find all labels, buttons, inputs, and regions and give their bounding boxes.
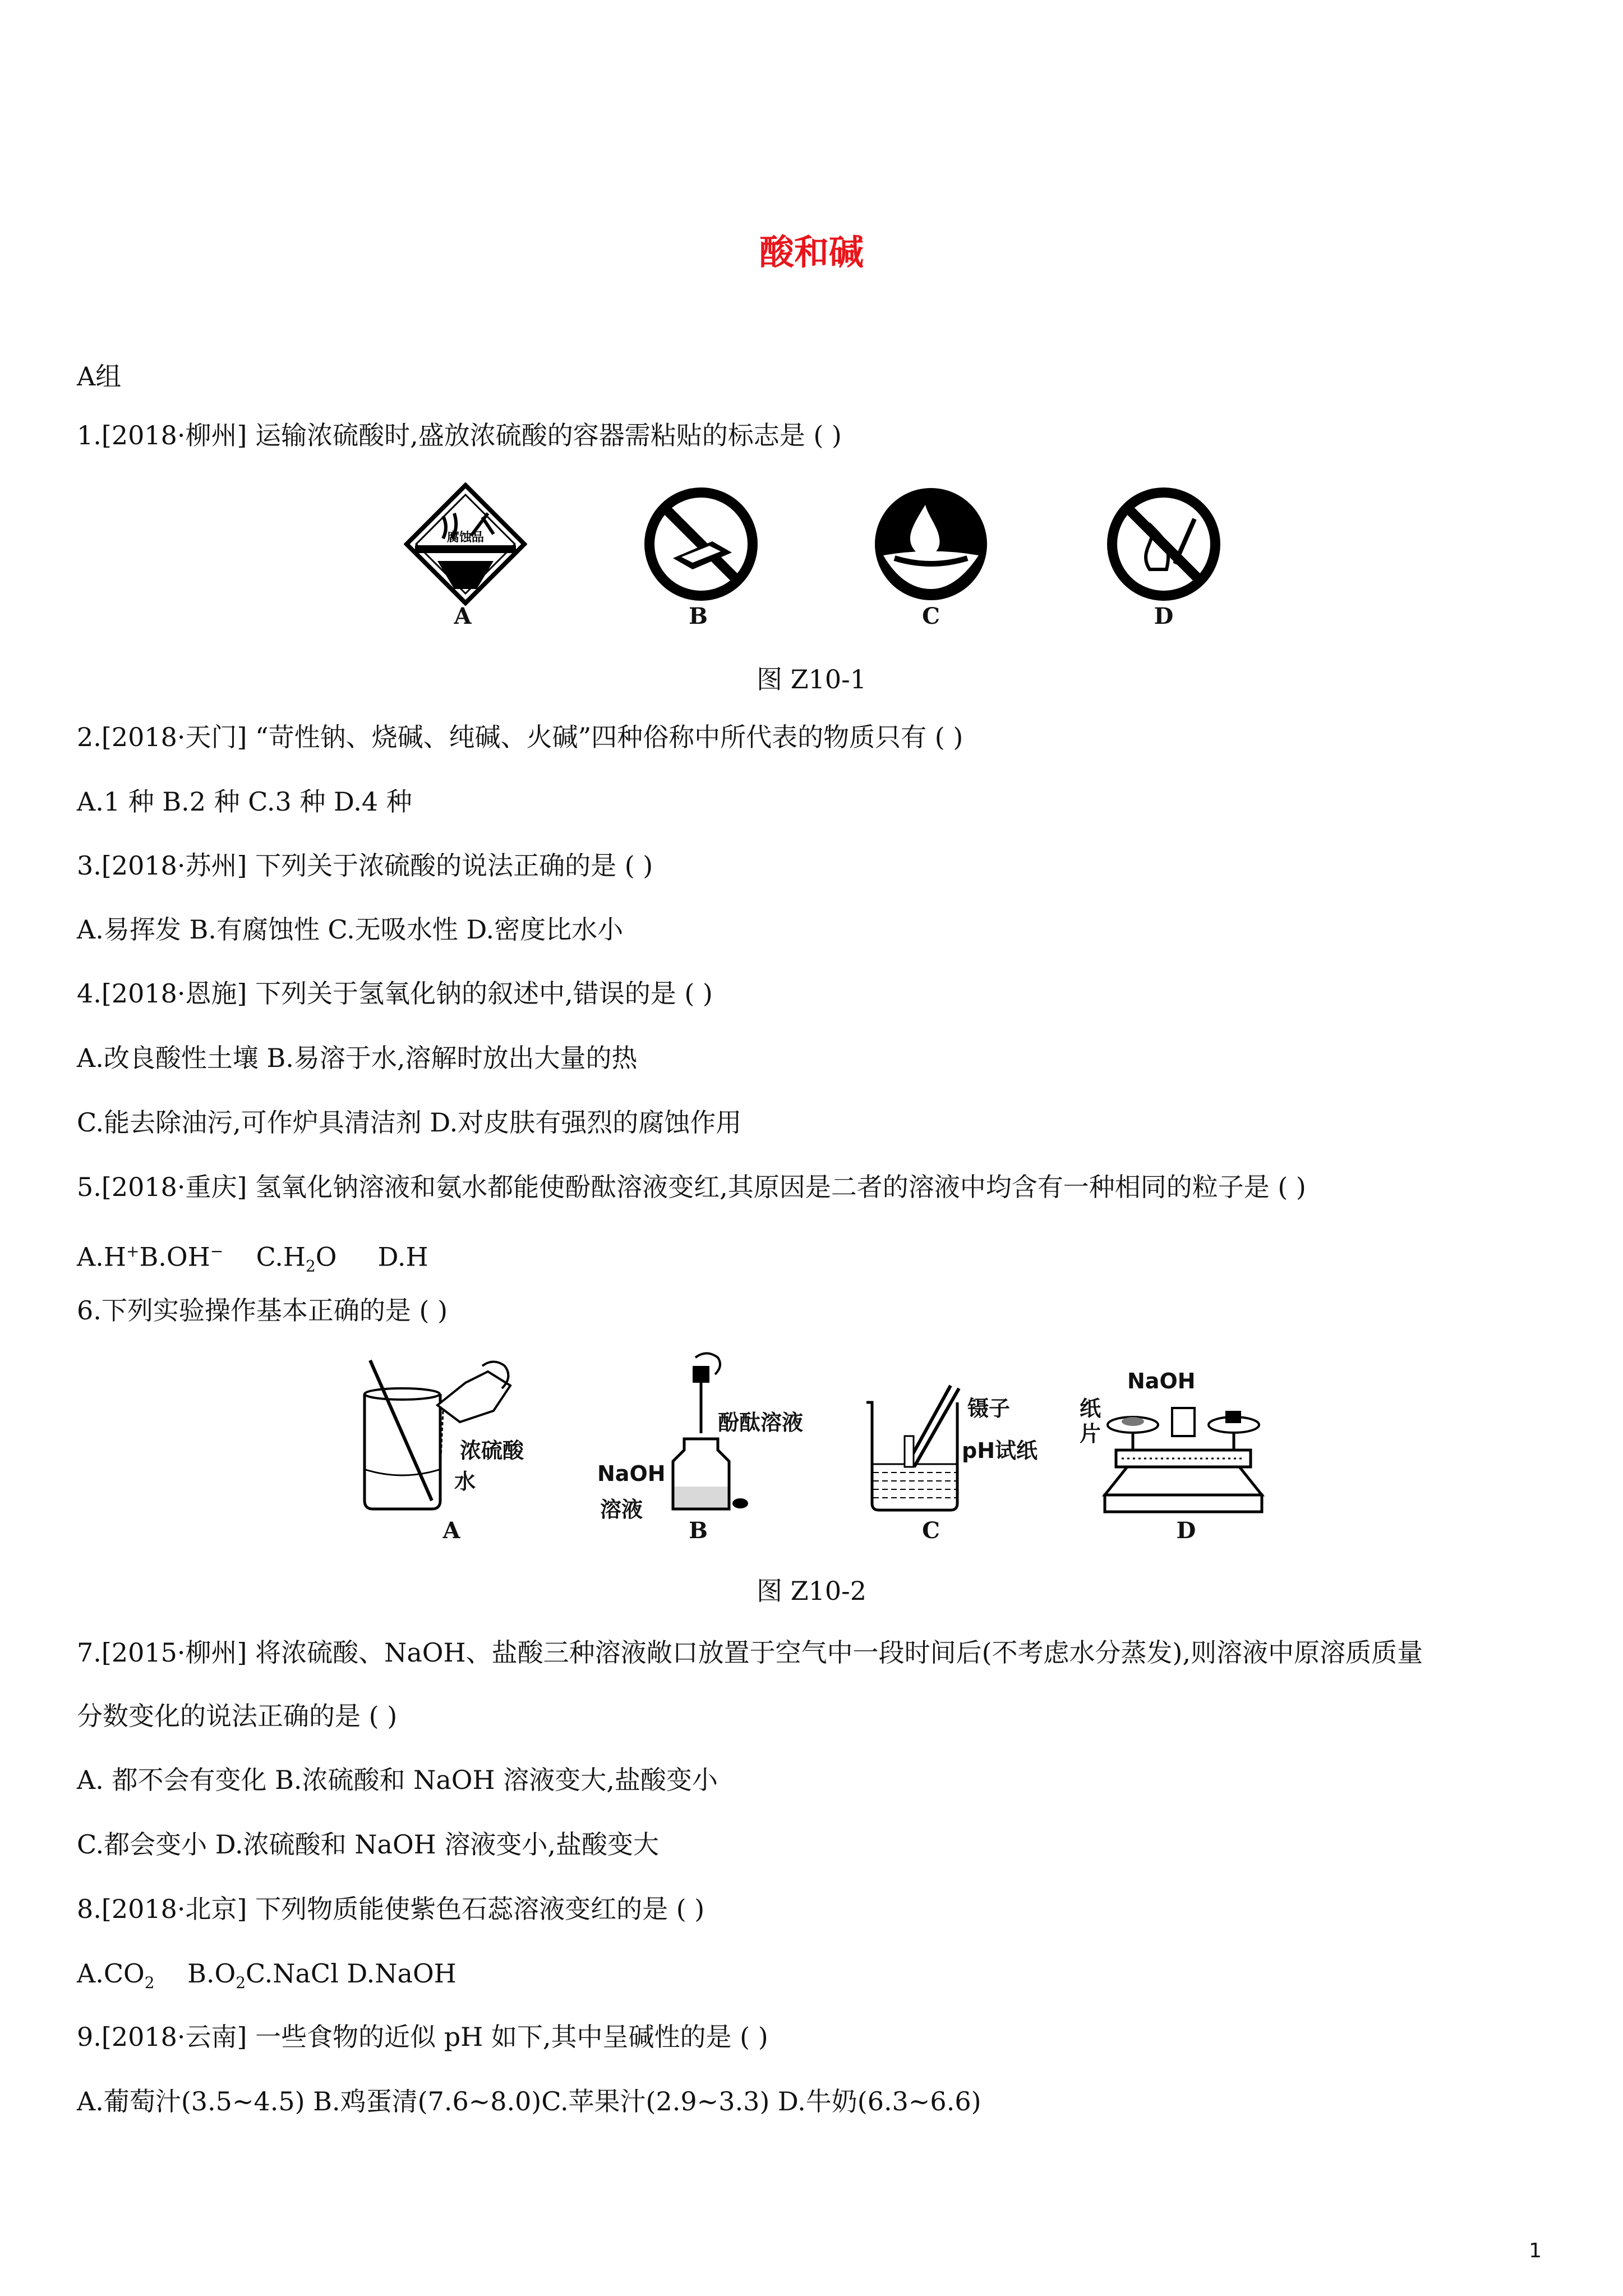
q5-option-d: D.H <box>377 1241 428 1272</box>
question-7-options-2: C.都会变小 D.浓硫酸和 NaOH 溶液变小,盐酸变大 <box>77 1829 660 1860</box>
fig1-label-b: B <box>689 603 708 629</box>
page-number: 1 <box>1529 2239 1542 2262</box>
q8-option-a: A.CO <box>77 1958 145 1989</box>
q8-option-b: B.O <box>187 1958 236 1989</box>
q5-option-b: B.OH <box>139 1241 210 1272</box>
question-2-options: A.1 种 B.2 种 C.3 种 D.4 种 <box>77 786 412 817</box>
fig1-label-d: D <box>1154 603 1174 629</box>
ph-test-beaker-icon <box>861 1380 973 1515</box>
corrosive-sign-text: 腐蚀品 <box>446 531 485 545</box>
fig1-label-c: C <box>922 603 940 629</box>
section-label: A组 <box>77 361 122 392</box>
figure-caption-z10-1: 图 Z10-1 <box>757 664 866 694</box>
fig2-label-d: D <box>1176 1517 1196 1544</box>
question-3: 3.[2018·苏州] 下列关于浓硫酸的说法正确的是 ( ) <box>77 850 653 881</box>
question-9-options: A.葡萄汁(3.5~4.5) B.鸡蛋清(7.6~8.0)C.苹果汁(2.9~3.3) D.牛奶(6.3~6.6) <box>77 2086 981 2116</box>
fig2c-label-ph-paper: pH试纸 <box>962 1438 1038 1463</box>
q8-option-a-subscript: 2 <box>144 1973 155 1993</box>
question-9: 9.[2018·云南] 一些食物的近似 pH 如下,其中呈碱性的是 ( ) <box>77 2022 768 2052</box>
q5-option-a: A.H <box>77 1241 126 1272</box>
question-2: 2.[2018·天门] “苛性钠、烧碱、纯碱、火碱”四种俗称中所代表的物质只有 ( ) <box>77 722 963 752</box>
no-fire-sign-icon <box>1105 485 1223 603</box>
corrosive-sign-icon <box>404 482 527 606</box>
question-5-options <box>77 1234 428 1284</box>
question-6: 6.下列实验操作基本正确的是 ( ) <box>77 1295 448 1326</box>
question-5: 5.[2018·重庆] 氢氧化钠溶液和氨水都能使酚酞溶液变红,其原因是二者的溶液中均含有一种相同的粒子是 ( ) <box>77 1172 1306 1202</box>
figure-caption-z10-2: 图 Z10-2 <box>757 1576 866 1606</box>
fig2a-label-acid: 浓硫酸 <box>460 1438 524 1463</box>
q5-option-c-subscript: 2 <box>305 1257 316 1276</box>
fig2-label-b: B <box>689 1517 708 1544</box>
question-4-options-1: A.改良酸性土壤 B.易溶于水,溶解时放出大量的热 <box>77 1043 638 1073</box>
fig2d-label-piece: 片 <box>1080 1421 1101 1446</box>
fig2-label-a: A <box>442 1517 460 1544</box>
fig2a-label-water: 水 <box>454 1469 476 1494</box>
question-4-options-2: C.能去除油污,可作炉具清洁剂 D.对皮肤有强烈的腐蚀作用 <box>77 1107 742 1138</box>
question-1: 1.[2018·柳州] 运输浓硫酸时,盛放浓硫酸的容器需粘贴的标志是 ( ) <box>77 420 842 450</box>
q5-option-c: C.H <box>256 1241 306 1272</box>
question-8: 8.[2018·北京] 下列物质能使紫色石蕊溶液变红的是 ( ) <box>77 1894 705 1924</box>
fig2c-label-tweezers: 镊子 <box>967 1396 1011 1421</box>
fig2d-label-naoh: NaOH <box>1127 1369 1196 1393</box>
balance-scale-icon <box>1099 1397 1267 1517</box>
fig2-label-c: C <box>922 1517 940 1544</box>
q5-option-c-tail: O <box>315 1241 337 1272</box>
fig2b-label-solution: 溶液 <box>600 1497 643 1522</box>
q5-option-b-charge: − <box>210 1242 224 1260</box>
fig2b-label-naoh: NaOH <box>597 1461 666 1486</box>
water-drop-sign-icon <box>872 485 990 603</box>
question-8-options <box>77 1956 457 2000</box>
question-4: 4.[2018·恩施] 下列关于氢氧化钠的叙述中,错误的是 ( ) <box>77 978 713 1009</box>
question-7-line-2: 分数变化的说法正确的是 ( ) <box>77 1701 398 1731</box>
question-3-options: A.易挥发 B.有腐蚀性 C.无吸水性 D.密度比水小 <box>77 914 624 945</box>
question-7-options-1: A. 都不会有变化 B.浓硫酸和 NaOH 溶液变大,盐酸变小 <box>77 1765 718 1795</box>
q8-option-b-subscript: 2 <box>236 1973 246 1993</box>
fig2b-label-phenolphthalein: 酚酞溶液 <box>718 1410 804 1435</box>
page-title: 酸和碱 <box>759 232 864 273</box>
q5-option-a-charge: + <box>126 1242 140 1260</box>
q8-option-rest: C.NaCl D.NaOH <box>246 1958 457 1989</box>
no-smoking-sign-icon <box>642 485 760 603</box>
fig2d-label-paper: 纸 <box>1080 1396 1101 1421</box>
fig1-label-a: A <box>454 603 472 629</box>
question-7-line-1: 7.[2015·柳州] 将浓硫酸、NaOH、盐酸三种溶液敞口放置于空气中一段时间后(不考虑水分蒸发),则溶液中原溶质质量 <box>77 1637 1423 1668</box>
